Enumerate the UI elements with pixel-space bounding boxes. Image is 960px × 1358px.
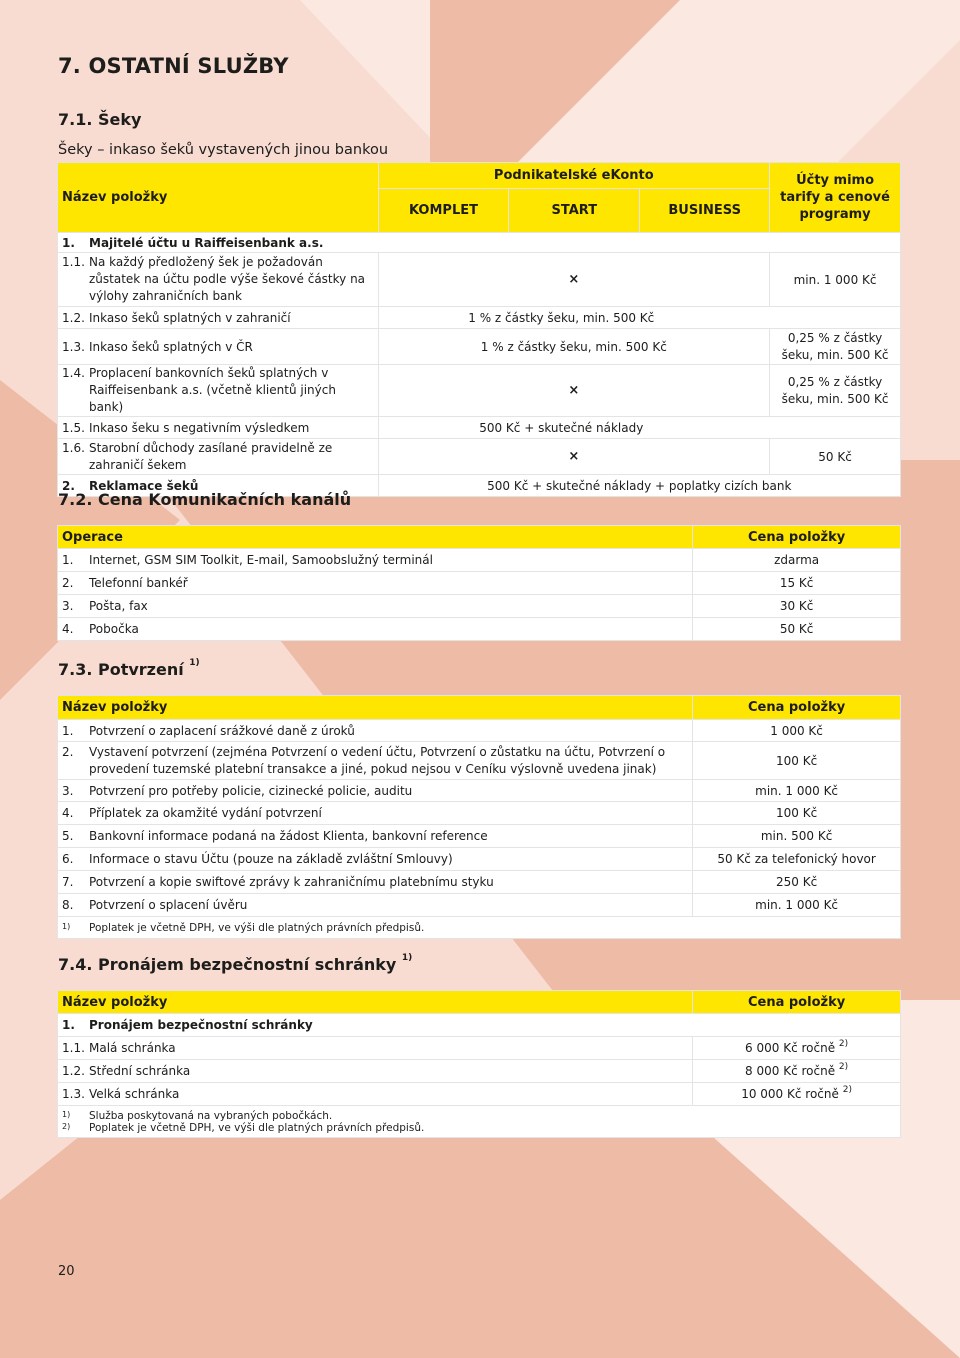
table-row	[58, 1060, 901, 1083]
header-price: Cena položky	[693, 991, 901, 1014]
row-price: 100 Kč	[693, 742, 901, 780]
table-row	[58, 780, 901, 802]
row-price: min. 1 000 Kč	[693, 894, 901, 917]
table-row	[58, 1037, 901, 1060]
row-price: 50 Kč	[770, 439, 901, 475]
table-row	[58, 365, 901, 417]
section-heading-cheques: 7.1. Šeky	[58, 110, 142, 129]
header-item-name: Název položky	[58, 696, 693, 720]
confirmations-table	[57, 695, 901, 939]
row-price: min. 1 000 Kč	[770, 253, 901, 307]
row-price-other: 0,25 % z částky šeku, min. 500 Kč	[770, 329, 901, 365]
row-label: 2. Telefonní bankéř	[58, 572, 693, 595]
row-label: 1.2. Střední schránka	[58, 1060, 693, 1083]
cheques-table	[57, 162, 901, 497]
row-price: 1 000 Kč	[693, 720, 901, 742]
row-label: 1.1. Na každý předložený šek je požadován zůstatek na účtu podle výše šekové částky na výlohy zahraničních bank	[58, 253, 379, 307]
table-row	[58, 1083, 901, 1106]
row-price: 10 000 Kč ročně $^{2)}$	[693, 1083, 901, 1106]
header-tariff-group: Podnikatelské eKonto	[378, 163, 770, 189]
row-label: 1.3. Inkaso šeků splatných v ČR	[58, 329, 379, 365]
table-row	[58, 720, 901, 742]
section-heading-safe-box: 7.4. Pronájem bezpečnostní schránky $^{1)}$	[58, 953, 413, 974]
not-available-mark: ×	[378, 365, 770, 417]
table-row	[58, 825, 901, 848]
row-price: zdarma	[693, 549, 901, 572]
table-row	[58, 802, 901, 825]
row-label: 8. Potvrzení o splacení úvěru	[58, 894, 693, 917]
footnote: 1) Poplatek je včetně DPH, ve výši dle platných právních předpisů.	[58, 917, 901, 939]
header-business: BUSINESS	[640, 189, 770, 233]
header-item-name: Název položky	[58, 991, 693, 1014]
row-label: 3. Pošta, fax	[58, 595, 693, 618]
safe-box-table	[57, 990, 901, 1138]
row-label: 5. Bankovní informace podaná na žádost Klienta, bankovní reference	[58, 825, 693, 848]
row-price: 250 Kč	[693, 871, 901, 894]
table-row	[58, 572, 901, 595]
row-label: 3. Potvrzení pro potřeby policie, cizinecké policie, auditu	[58, 780, 693, 802]
page-title: 7. OSTATNÍ SLUŽBY	[58, 54, 289, 78]
footnote: 2) Poplatek je včetně DPH, ve výši dle platných právních předpisů.	[62, 1121, 425, 1134]
footnotes	[58, 1106, 901, 1138]
row-price: 500 Kč + skutečné náklady	[378, 417, 900, 439]
channels-table	[57, 525, 901, 641]
table-row	[58, 549, 901, 572]
table-row	[58, 894, 901, 917]
row-price: 1 % z částky šeku, min. 500 Kč	[378, 329, 770, 365]
row-price: 50 Kč za telefonický hovor	[693, 848, 901, 871]
row-price: min. 1 000 Kč	[693, 780, 901, 802]
section-heading-channels: 7.2. Cena Komunikačních kanálů	[58, 490, 352, 509]
row-price: 6 000 Kč ročně $^{2)}$	[693, 1037, 901, 1060]
row-label: 1. Pronájem bezpečnostní schránky	[58, 1014, 901, 1037]
row-label: 1. Potvrzení o zaplacení srážkové daně z úroků	[58, 720, 693, 742]
header-operation: Operace	[58, 526, 693, 549]
table-row	[58, 618, 901, 641]
page-number: 20	[58, 1264, 75, 1279]
table-row	[58, 233, 901, 253]
row-label: 1.5. Inkaso šeku s negativním výsledkem	[58, 417, 379, 439]
row-price: 50 Kč	[693, 618, 901, 641]
table-row	[58, 848, 901, 871]
row-label: 1.3. Velká schránka	[58, 1083, 693, 1106]
header-price: Cena položky	[693, 526, 901, 549]
not-available-mark: ×	[378, 439, 770, 475]
not-available-mark: ×	[378, 253, 770, 307]
row-price: min. 500 Kč	[693, 825, 901, 848]
header-start: START	[509, 189, 640, 233]
footnote: 1) Služba poskytovaná na vybraných pobočkách.	[62, 1109, 333, 1122]
row-price: 100 Kč	[693, 802, 901, 825]
table-row	[58, 329, 901, 365]
section-heading-confirmations: 7.3. Potvrzení $^{1)}$	[58, 658, 200, 679]
table-row	[58, 1014, 901, 1037]
row-price: 1 % z částky šeku, min. 500 Kč	[378, 307, 900, 329]
section-subtitle-cheques: Šeky – inkaso šeků vystavených jinou bankou	[58, 142, 389, 158]
header-item-name: Název položky	[58, 163, 379, 233]
row-label: 1. Internet, GSM SIM Toolkit, E-mail, Samoobslužný terminál	[58, 549, 693, 572]
table-row	[58, 871, 901, 894]
row-label: 2. Reklamace šeků	[58, 475, 379, 497]
row-label: 1. Majitelé účtu u Raiffeisenbank a.s.	[58, 233, 901, 253]
row-label: 1.4. Proplacení bankovních šeků splatných v Raiffeisenbank a.s. (včetně klientů jiných bank)	[58, 365, 379, 417]
table-row	[58, 742, 901, 780]
row-price: 500 Kč + skutečné náklady + poplatky cizích bank	[378, 475, 900, 497]
row-label: 2. Vystavení potvrzení (zejména Potvrzení o vedení účtu, Potvrzení o zůstatku na účtu, Potvrzení o provedení tuzemské platební transakce a jiné, pokud nejsou v Ceníku výslovně uvedena jinak)	[58, 742, 693, 780]
table-row	[58, 307, 901, 329]
header-price: Cena položky	[693, 696, 901, 720]
header-other-accounts: Účty mimo tarify a cenové programy	[770, 163, 901, 233]
footnote-row	[58, 917, 901, 939]
row-price: 30 Kč	[693, 595, 901, 618]
header-komplet: KOMPLET	[378, 189, 509, 233]
row-label: 6. Informace o stavu Účtu (pouze na základě zvláštní Smlouvy)	[58, 848, 693, 871]
row-label: 1.1. Malá schránka	[58, 1037, 693, 1060]
footnote-row	[58, 1106, 901, 1138]
table-row	[58, 417, 901, 439]
table-row	[58, 439, 901, 475]
row-price: 8 000 Kč ročně $^{2)}$	[693, 1060, 901, 1083]
table-row	[58, 253, 901, 307]
row-label: 1.2. Inkaso šeků splatných v zahraničí	[58, 307, 379, 329]
row-label: 4. Příplatek za okamžité vydání potvrzení	[58, 802, 693, 825]
row-label: 4. Pobočka	[58, 618, 693, 641]
row-label: 7. Potvrzení a kopie swiftové zprávy k zahraničnímu platebnímu styku	[58, 871, 693, 894]
row-price-other: 0,25 % z částky šeku, min. 500 Kč	[770, 365, 901, 417]
row-label: 1.6. Starobní důchody zasílané pravidelně ze zahraničí šekem	[58, 439, 379, 475]
row-price: 15 Kč	[693, 572, 901, 595]
table-row	[58, 595, 901, 618]
